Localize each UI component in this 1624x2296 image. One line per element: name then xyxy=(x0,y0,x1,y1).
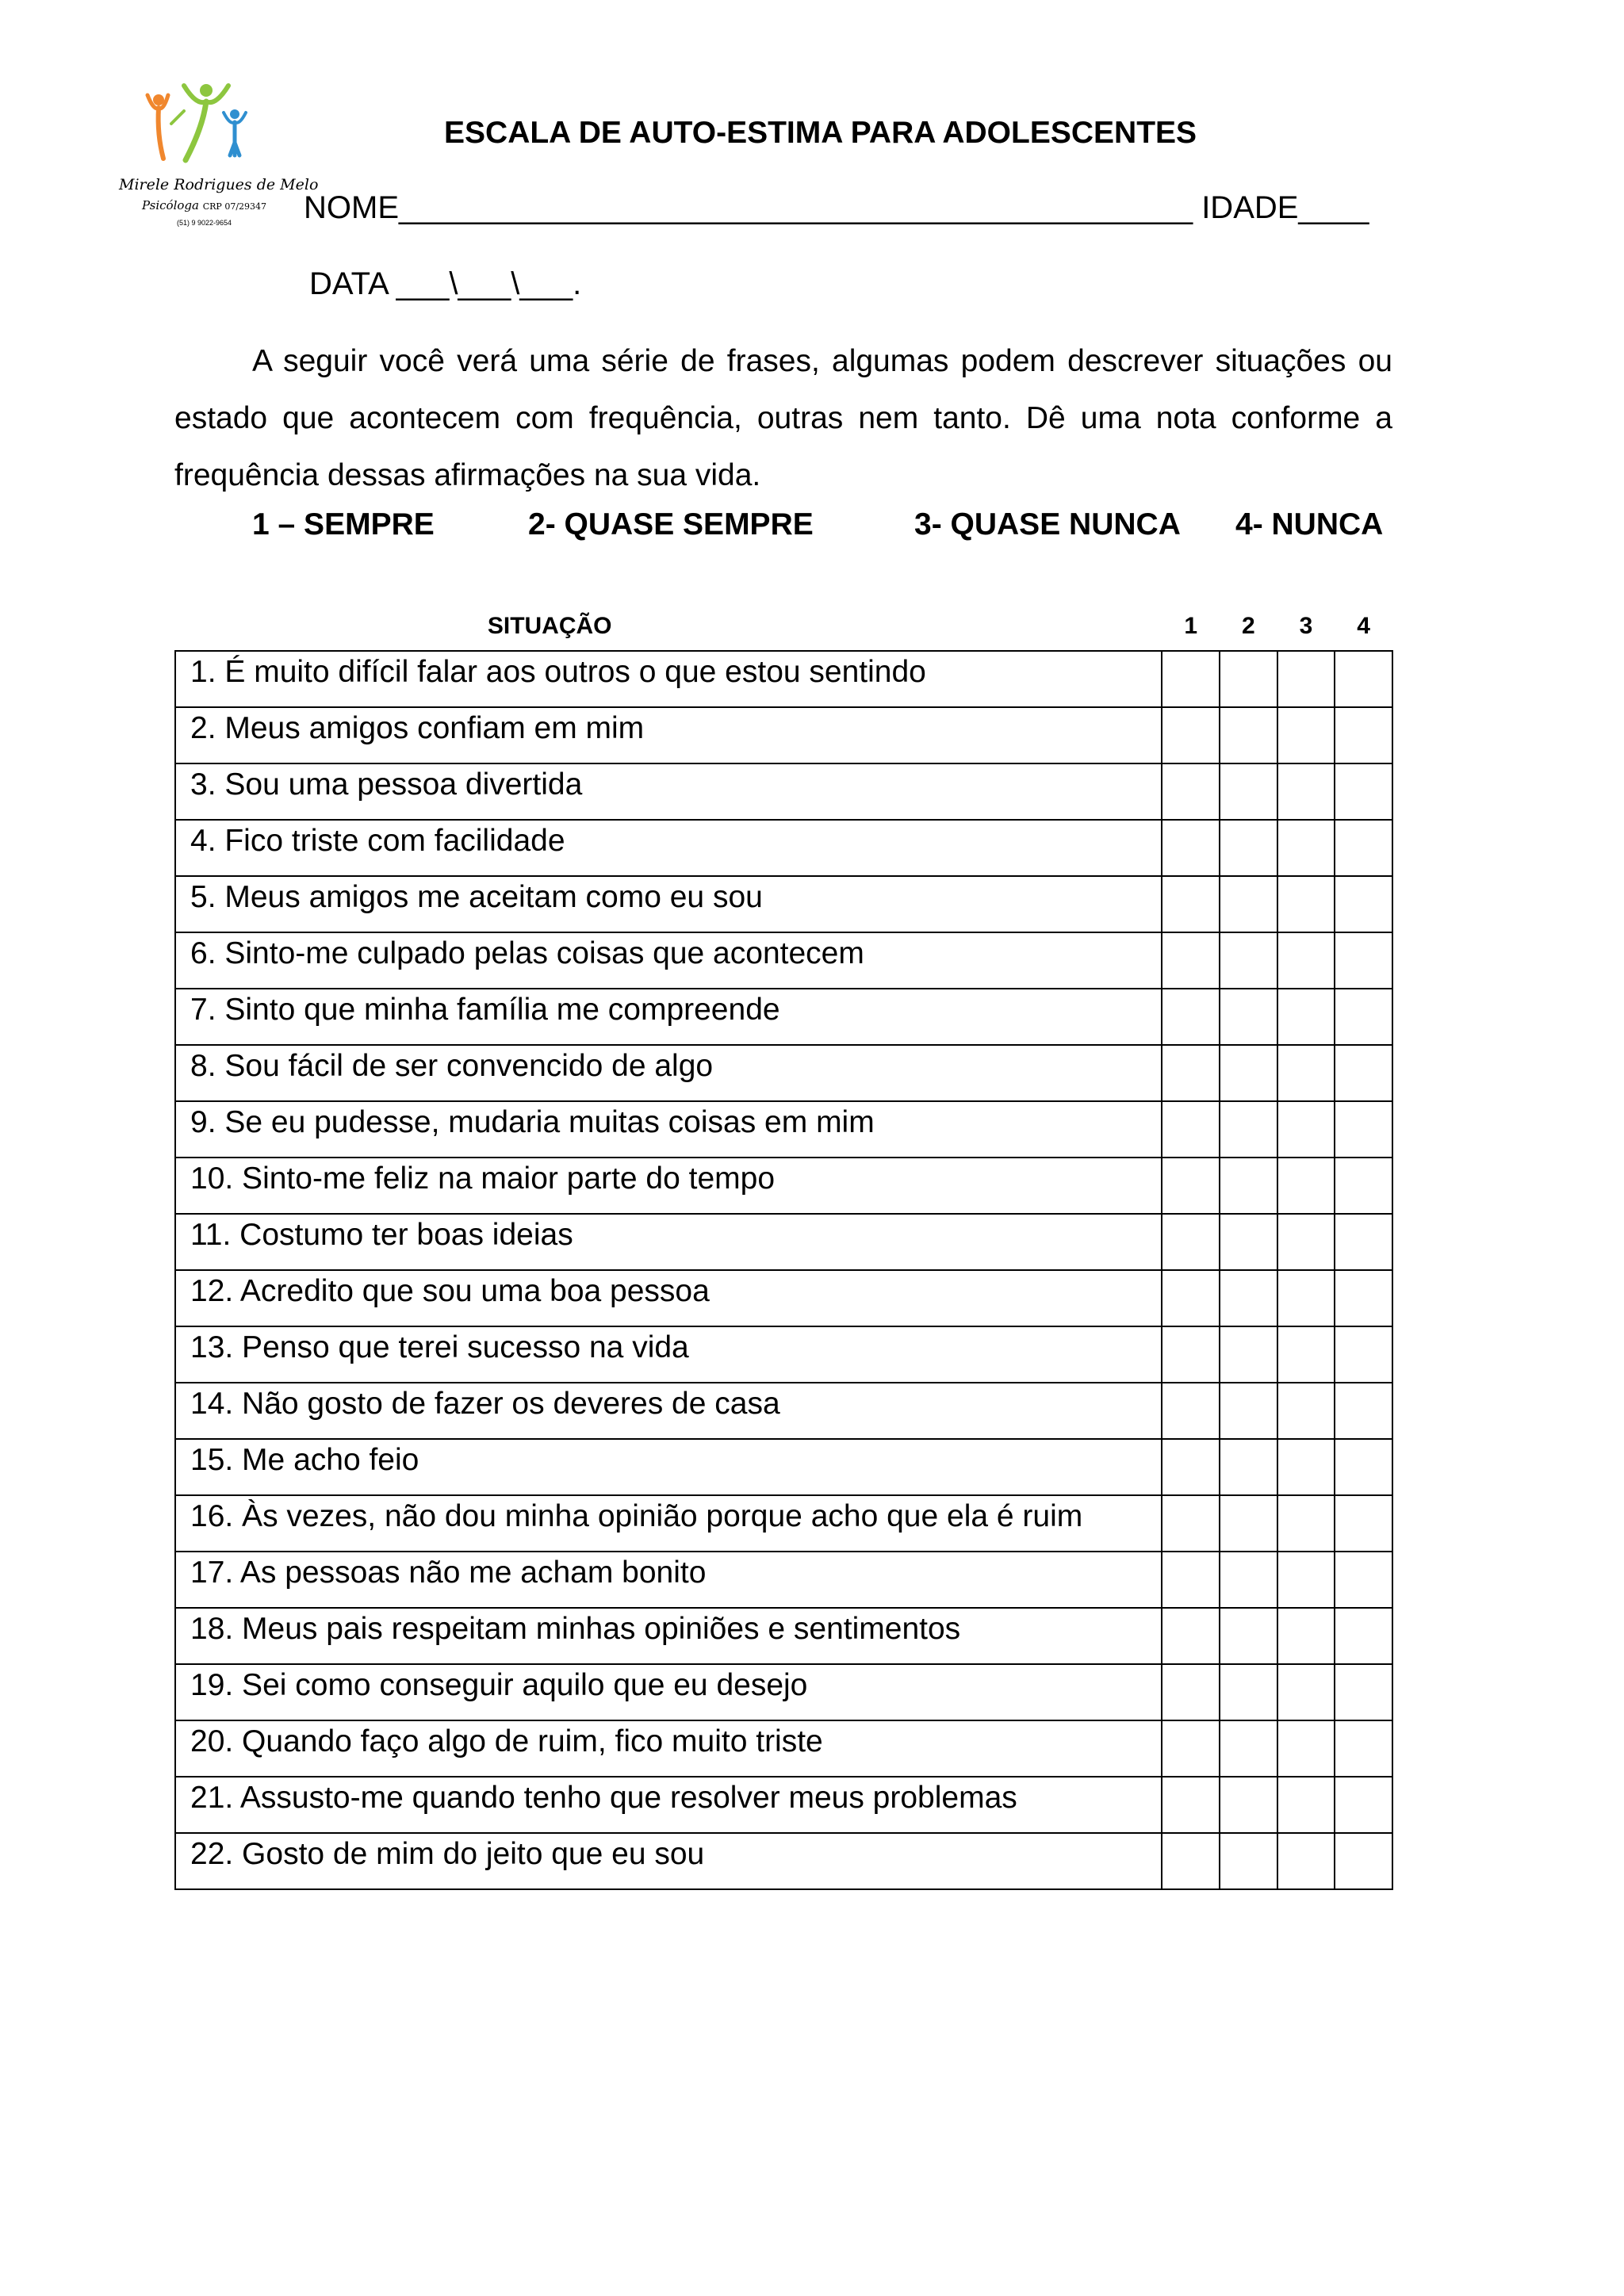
answer-cell-option-2[interactable] xyxy=(1220,1664,1277,1720)
table-row xyxy=(175,1495,1392,1552)
answer-cell-option-2[interactable] xyxy=(1220,1552,1277,1608)
answer-cell-option-1[interactable] xyxy=(1162,1608,1220,1664)
statement-text: 4. Fico triste com facilidade xyxy=(175,820,1162,876)
answer-cell-option-1[interactable] xyxy=(1162,1383,1220,1439)
answer-cell-option-3[interactable] xyxy=(1277,651,1335,707)
answer-cell-option-1[interactable] xyxy=(1162,1439,1220,1495)
answer-cell-option-2[interactable] xyxy=(1220,651,1277,707)
answer-cell-option-3[interactable] xyxy=(1277,1608,1335,1664)
answer-cell-option-1[interactable] xyxy=(1162,651,1220,707)
answer-cell-option-3[interactable] xyxy=(1277,1720,1335,1777)
answer-cell-option-4[interactable] xyxy=(1335,651,1392,707)
statement-text: 3. Sou uma pessoa divertida xyxy=(175,763,1162,820)
header-option-3: 3 xyxy=(1299,613,1313,639)
answer-cell-option-1[interactable] xyxy=(1162,1101,1220,1158)
statement-text: 18. Meus pais respeitam minhas opiniões e sentimentos xyxy=(175,1608,1162,1664)
answer-cell-option-1[interactable] xyxy=(1162,989,1220,1045)
answer-cell-option-4[interactable] xyxy=(1335,1720,1392,1777)
answer-cell-option-2[interactable] xyxy=(1220,1608,1277,1664)
answer-cell-option-1[interactable] xyxy=(1162,1326,1220,1383)
table-row xyxy=(175,1439,1392,1495)
answer-cell-option-2[interactable] xyxy=(1220,1214,1277,1270)
answer-cell-option-2[interactable] xyxy=(1220,1777,1277,1833)
answer-cell-option-3[interactable] xyxy=(1277,1045,1335,1101)
answer-cell-option-4[interactable] xyxy=(1335,876,1392,932)
logo-role: Psicóloga CRP 07/29347 xyxy=(141,198,267,212)
answer-cell-option-3[interactable] xyxy=(1277,989,1335,1045)
answer-cell-option-1[interactable] xyxy=(1162,932,1220,989)
table-row xyxy=(175,1383,1392,1439)
statement-text: 20. Quando faço algo de ruim, fico muito triste xyxy=(175,1720,1162,1777)
answer-cell-option-4[interactable] xyxy=(1335,1158,1392,1214)
statement-text: 16. Às vezes, não dou minha opinião porque acho que ela é ruim xyxy=(175,1495,1162,1552)
page-title: ESCALA DE AUTO-ESTIMA PARA ADOLESCENTES xyxy=(444,116,1197,150)
answer-cell-option-1[interactable] xyxy=(1162,1664,1220,1720)
table-header-row xyxy=(175,603,1392,651)
header-situacao: SITUAÇÃO xyxy=(487,613,612,639)
logo-name: Mirele Rodrigues de Melo xyxy=(119,176,319,193)
answer-cell-option-3[interactable] xyxy=(1277,876,1335,932)
statement-text: 9. Se eu pudesse, mudaria muitas coisas em mim xyxy=(175,1101,1162,1158)
answer-cell-option-1[interactable] xyxy=(1162,1777,1220,1833)
logo-phone: (51) 9 9022-9654 xyxy=(176,219,232,227)
table-row xyxy=(175,763,1392,820)
answer-cell-option-1[interactable] xyxy=(1162,707,1220,763)
answer-cell-option-3[interactable] xyxy=(1277,1158,1335,1214)
answer-cell-option-2[interactable] xyxy=(1220,820,1277,876)
table-row xyxy=(175,651,1392,707)
answer-cell-option-2[interactable] xyxy=(1220,1158,1277,1214)
answer-cell-option-4[interactable] xyxy=(1335,989,1392,1045)
answer-cell-option-1[interactable] xyxy=(1162,1045,1220,1101)
table-row xyxy=(175,1720,1392,1777)
statement-text: 11. Costumo ter boas ideias xyxy=(175,1214,1162,1270)
answer-cell-option-3[interactable] xyxy=(1277,932,1335,989)
self-esteem-table xyxy=(174,603,1393,1890)
answer-cell-option-3[interactable] xyxy=(1277,763,1335,820)
table-row xyxy=(175,1326,1392,1383)
statement-text: 19. Sei como conseguir aquilo que eu desejo xyxy=(175,1664,1162,1720)
statement-text: 2. Meus amigos confiam em mim xyxy=(175,707,1162,763)
answer-cell-option-3[interactable] xyxy=(1277,1326,1335,1383)
table-row xyxy=(175,707,1392,763)
answer-cell-option-4[interactable] xyxy=(1335,1777,1392,1833)
answer-cell-option-4[interactable] xyxy=(1335,1495,1392,1552)
answer-cell-option-3[interactable] xyxy=(1277,1833,1335,1889)
answer-cell-option-1[interactable] xyxy=(1162,1158,1220,1214)
answer-cell-option-4[interactable] xyxy=(1335,820,1392,876)
answer-cell-option-4[interactable] xyxy=(1335,707,1392,763)
answer-cell-option-3[interactable] xyxy=(1277,1270,1335,1326)
answer-cell-option-4[interactable] xyxy=(1335,1833,1392,1889)
scale-option-4: 4- NUNCA xyxy=(1235,507,1384,541)
answer-cell-option-4[interactable] xyxy=(1335,1439,1392,1495)
scale-option-1: 1 – SEMPRE xyxy=(252,507,435,541)
answer-cell-option-1[interactable] xyxy=(1162,1720,1220,1777)
table-row xyxy=(175,1777,1392,1833)
statement-text: 13. Penso que terei sucesso na vida xyxy=(175,1326,1162,1383)
table-row xyxy=(175,989,1392,1045)
answer-cell-option-3[interactable] xyxy=(1277,1383,1335,1439)
answer-cell-option-3[interactable] xyxy=(1277,1552,1335,1608)
answer-cell-option-2[interactable] xyxy=(1220,1101,1277,1158)
table-row xyxy=(175,1214,1392,1270)
answer-cell-option-3[interactable] xyxy=(1277,1101,1335,1158)
date-field[interactable]: DATA ___\___\___. xyxy=(309,266,582,301)
statement-text: 7. Sinto que minha família me compreende xyxy=(175,989,1162,1045)
answer-cell-option-1[interactable] xyxy=(1162,763,1220,820)
statement-text: 10. Sinto-me feliz na maior parte do tempo xyxy=(175,1158,1162,1214)
answer-cell-option-4[interactable] xyxy=(1335,1608,1392,1664)
answer-cell-option-3[interactable] xyxy=(1277,820,1335,876)
answer-cell-option-2[interactable] xyxy=(1220,707,1277,763)
answer-cell-option-2[interactable] xyxy=(1220,763,1277,820)
table-row xyxy=(175,1101,1392,1158)
answer-cell-option-2[interactable] xyxy=(1220,876,1277,932)
table-row xyxy=(175,1608,1392,1664)
answer-cell-option-1[interactable] xyxy=(1162,876,1220,932)
answer-cell-option-2[interactable] xyxy=(1220,1270,1277,1326)
table-row xyxy=(175,876,1392,932)
instructions-paragraph: A seguir você verá uma série de frases, algumas podem descrever situações ou estado que acontecem com frequência, outras nem tanto. Dê uma nota conforme a frequência dessas afirmações na sua vida. xyxy=(174,344,1392,492)
answer-cell-option-4[interactable] xyxy=(1335,1383,1392,1439)
answer-cell-option-2[interactable] xyxy=(1220,1439,1277,1495)
table-row xyxy=(175,932,1392,989)
statement-text: 5. Meus amigos me aceitam como eu sou xyxy=(175,876,1162,932)
answer-cell-option-3[interactable] xyxy=(1277,1214,1335,1270)
answer-cell-option-2[interactable] xyxy=(1220,1495,1277,1552)
scale-option-3: 3- QUASE NUNCA xyxy=(914,507,1181,541)
header-option-1: 1 xyxy=(1184,613,1198,639)
answer-cell-option-4[interactable] xyxy=(1335,932,1392,989)
answer-cell-option-1[interactable] xyxy=(1162,820,1220,876)
people-figures-icon xyxy=(136,79,271,174)
answer-cell-option-4[interactable] xyxy=(1335,1101,1392,1158)
answer-cell-option-4[interactable] xyxy=(1335,1270,1392,1326)
scale-option-2: 2- QUASE SEMPRE xyxy=(528,507,814,541)
statement-text: 12. Acredito que sou uma boa pessoa xyxy=(175,1270,1162,1326)
answer-cell-option-4[interactable] xyxy=(1335,1664,1392,1720)
answer-cell-option-1[interactable] xyxy=(1162,1495,1220,1552)
table-row xyxy=(175,1552,1392,1608)
statement-text: 6. Sinto-me culpado pelas coisas que acontecem xyxy=(175,932,1162,989)
table-row xyxy=(175,1833,1392,1889)
table-row xyxy=(175,1270,1392,1326)
answer-cell-option-4[interactable] xyxy=(1335,1326,1392,1383)
statement-text: 8. Sou fácil de ser convencido de algo xyxy=(175,1045,1162,1101)
answer-cell-option-2[interactable] xyxy=(1220,1720,1277,1777)
statement-text: 22. Gosto de mim do jeito que eu sou xyxy=(175,1833,1162,1889)
answer-cell-option-4[interactable] xyxy=(1335,1552,1392,1608)
table-row xyxy=(175,1664,1392,1720)
statement-text: 15. Me acho feio xyxy=(175,1439,1162,1495)
statement-text: 1. É muito difícil falar aos outros o que estou sentindo xyxy=(175,651,1162,707)
psychologist-logo xyxy=(119,79,319,238)
answer-cell-option-1[interactable] xyxy=(1162,1552,1220,1608)
answer-cell-option-4[interactable] xyxy=(1335,763,1392,820)
header-option-2: 2 xyxy=(1241,613,1255,639)
answer-cell-option-3[interactable] xyxy=(1277,707,1335,763)
answer-cell-option-3[interactable] xyxy=(1277,1439,1335,1495)
answer-cell-option-2[interactable] xyxy=(1220,1326,1277,1383)
answer-cell-option-2[interactable] xyxy=(1220,1833,1277,1889)
table-row xyxy=(175,1045,1392,1101)
answer-cell-option-3[interactable] xyxy=(1277,1777,1335,1833)
table-row xyxy=(175,820,1392,876)
table-row xyxy=(175,1158,1392,1214)
answer-cell-option-3[interactable] xyxy=(1277,1664,1335,1720)
statement-text: 17. As pessoas não me acham bonito xyxy=(175,1552,1162,1608)
answer-cell-option-1[interactable] xyxy=(1162,1833,1220,1889)
answer-cell-option-2[interactable] xyxy=(1220,1045,1277,1101)
answer-cell-option-4[interactable] xyxy=(1335,1214,1392,1270)
answer-cell-option-1[interactable] xyxy=(1162,1270,1220,1326)
name-age-field[interactable]: NOME_____________________________________________ IDADE____ xyxy=(304,190,1369,225)
header-option-4: 4 xyxy=(1357,613,1370,639)
answer-cell-option-2[interactable] xyxy=(1220,932,1277,989)
answer-cell-option-4[interactable] xyxy=(1335,1045,1392,1101)
answer-cell-option-2[interactable] xyxy=(1220,1383,1277,1439)
statement-text: 21. Assusto-me quando tenho que resolver meus problemas xyxy=(175,1777,1162,1833)
answer-cell-option-3[interactable] xyxy=(1277,1495,1335,1552)
answer-cell-option-1[interactable] xyxy=(1162,1214,1220,1270)
statement-text: 14. Não gosto de fazer os deveres de casa xyxy=(175,1383,1162,1439)
answer-cell-option-2[interactable] xyxy=(1220,989,1277,1045)
